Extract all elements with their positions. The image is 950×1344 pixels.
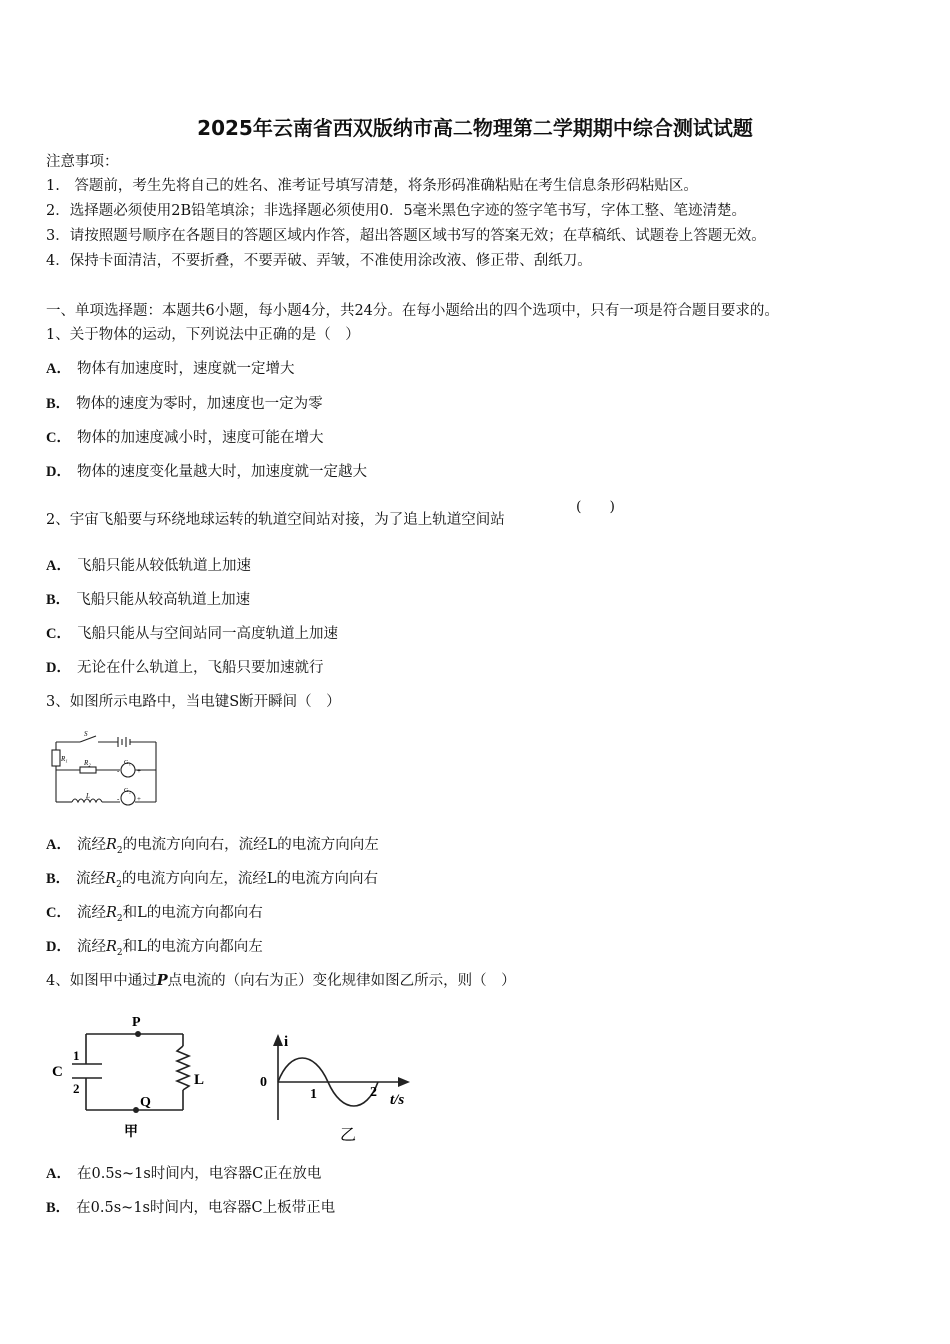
label-point-q: Q: [140, 1095, 151, 1110]
option-label: B．: [46, 871, 71, 887]
resistor-symbol: R: [105, 837, 117, 853]
tick-label-2: 2: [370, 1085, 377, 1100]
q3-option-a[interactable]: [46, 835, 379, 861]
label-g1: G₁: [124, 759, 131, 766]
caption-jia: 甲: [124, 1125, 138, 1140]
option-label: A．: [46, 361, 71, 377]
q1-option-b[interactable]: [46, 394, 323, 414]
page-title: 2025年云南省西双版纳市高二物理第二学期期中综合测试试题: [197, 116, 753, 140]
label-inductor-l: L: [86, 792, 90, 800]
label-r2: R₂: [84, 759, 91, 767]
label-plate-2: 2: [73, 1081, 80, 1096]
option-text-pre: 流经: [76, 939, 106, 955]
label-g2-plus: +: [137, 795, 141, 803]
label-plate-1: 1: [73, 1048, 80, 1063]
option-label: A．: [46, 837, 71, 853]
label-capacitor-c: C: [52, 1064, 63, 1080]
label-inductor-l: L: [194, 1072, 205, 1088]
option-text: 物体的加速度减小时，速度可能在增大: [76, 430, 324, 446]
resistor-subscript: 2: [116, 845, 123, 856]
option-text-pre: 流经: [76, 837, 106, 853]
option-text-pre: 流经: [76, 905, 106, 921]
resistor-symbol: R: [105, 871, 117, 887]
q1-option-c[interactable]: [46, 428, 323, 448]
option-text: 物体的速度为零时，加速度也一定为零: [76, 396, 323, 412]
question-3-stem: 3、如图所示电路中，当电键S断开瞬间（ ）: [46, 694, 341, 710]
q4-lc-circuit-figure: [48, 1012, 218, 1142]
label-g2-minus: -: [117, 795, 120, 803]
option-label: A．: [46, 1166, 71, 1182]
notice-item-4: 4．保持卡面清洁，不要折叠，不要弄破、弄皱，不准使用涂改液、修正带、刮纸刀。: [46, 253, 592, 269]
label-g2: G₂: [124, 787, 131, 794]
axis-label-i: i: [284, 1034, 289, 1050]
notice-item-1: 1. 答题前，考生先将自己的姓名、准考证号填写清楚，将条形码准确粘贴在考生信息条形码粘贴区。: [46, 178, 698, 194]
section-heading: 一、单项选择题：本题共6小题，每小题4分，共24分。在每小题给出的四个选项中，只有一项是符合题目要求的。: [46, 303, 779, 319]
option-text: 在0.5s~1s时间内，电容器C正在放电: [76, 1166, 322, 1182]
option-label: C．: [46, 626, 71, 642]
option-text: 飞船只能从较高轨道上加速: [76, 592, 251, 608]
q4-current-graph-figure: [256, 1028, 426, 1148]
option-label: D．: [46, 939, 71, 955]
q1-option-a[interactable]: [46, 359, 294, 379]
option-label: D．: [46, 464, 71, 480]
axis-label-t: t/s: [390, 1092, 405, 1108]
resistor-subscript: 2: [116, 879, 122, 890]
question-1-stem: 1、关于物体的运动，下列说法中正确的是（ ）: [46, 327, 360, 343]
option-label: C．: [46, 905, 71, 921]
question-2-stem: 2、宇宙飞船要与环绕地球运转的轨道空间站对接，为了追上轨道空间站: [46, 512, 505, 528]
q2-option-a[interactable]: [46, 556, 251, 576]
notice-heading: 注意事项：: [46, 154, 119, 170]
answer-bracket: ( ): [576, 499, 615, 515]
caption-yi: 乙: [340, 1127, 357, 1144]
label-g1-minus: -: [117, 767, 120, 775]
label-switch-s: S: [84, 730, 88, 738]
q4-option-b[interactable]: [46, 1198, 335, 1218]
option-text: 物体的速度变化量越大时，加速度就一定越大: [76, 464, 367, 480]
resistor-subscript: 2: [116, 913, 123, 924]
resistor-symbol: R: [105, 905, 117, 921]
q2-option-d[interactable]: [46, 658, 323, 678]
stem-post: 点电流的（向右为正）变化规律如图乙所示，则（ ）: [167, 973, 516, 989]
q3-option-c[interactable]: [46, 903, 263, 929]
q3-circuit-figure: [46, 728, 166, 810]
option-text-pre: 流经: [76, 871, 106, 887]
option-label: B．: [46, 1200, 71, 1216]
option-text: 和L的电流方向都向右: [122, 905, 263, 921]
option-label: B．: [46, 592, 71, 608]
q2-option-c[interactable]: [46, 624, 338, 644]
label-g1-plus: +: [137, 767, 141, 775]
option-text: 飞船只能从较低轨道上加速: [76, 558, 251, 574]
resistor-symbol: R: [105, 939, 117, 955]
q3-option-d[interactable]: [46, 937, 263, 963]
q2-option-b[interactable]: [46, 590, 250, 610]
label-r1: R₁: [61, 755, 68, 763]
label-point-p: P: [132, 1015, 141, 1030]
option-text: 的电流方向向左，流经L的电流方向向右: [121, 871, 378, 887]
point-symbol: P: [156, 972, 168, 989]
option-text: 和L的电流方向都向左: [122, 939, 263, 955]
option-text: 的电流方向向右，流经L的电流方向向左: [122, 837, 379, 853]
option-text: 飞船只能从与空间站同一高度轨道上加速: [76, 626, 338, 642]
notice-item-2: 2．选择题必须使用2B铅笔填涂；非选择题必须使用0．5毫米黑色字迹的签字笔书写，字体工整、笔迹清楚。: [46, 203, 747, 219]
option-text: 在0.5s~1s时间内，电容器C上板带正电: [76, 1200, 336, 1216]
question-4-stem: [46, 971, 516, 991]
option-text: 物体有加速度时，速度就一定增大: [76, 361, 295, 377]
notice-item-3: 3．请按照题号顺序在各题目的答题区域内作答，超出答题区域书写的答案无效；在草稿纸、试题卷上答题无效。: [46, 228, 766, 244]
tick-label-1: 1: [310, 1087, 317, 1102]
option-label: D．: [46, 660, 71, 676]
option-label: A．: [46, 558, 71, 574]
option-label: C．: [46, 430, 71, 446]
option-label: B．: [46, 396, 71, 412]
stem-pre: 4、如图甲中通过: [46, 973, 157, 989]
q1-option-d[interactable]: [46, 462, 367, 482]
origin-label: 0: [260, 1075, 267, 1090]
option-text: 无论在什么轨道上，飞船只要加速就行: [76, 660, 324, 676]
q3-option-b[interactable]: [46, 869, 378, 895]
q4-option-a[interactable]: [46, 1164, 321, 1184]
resistor-subscript: 2: [116, 947, 123, 958]
